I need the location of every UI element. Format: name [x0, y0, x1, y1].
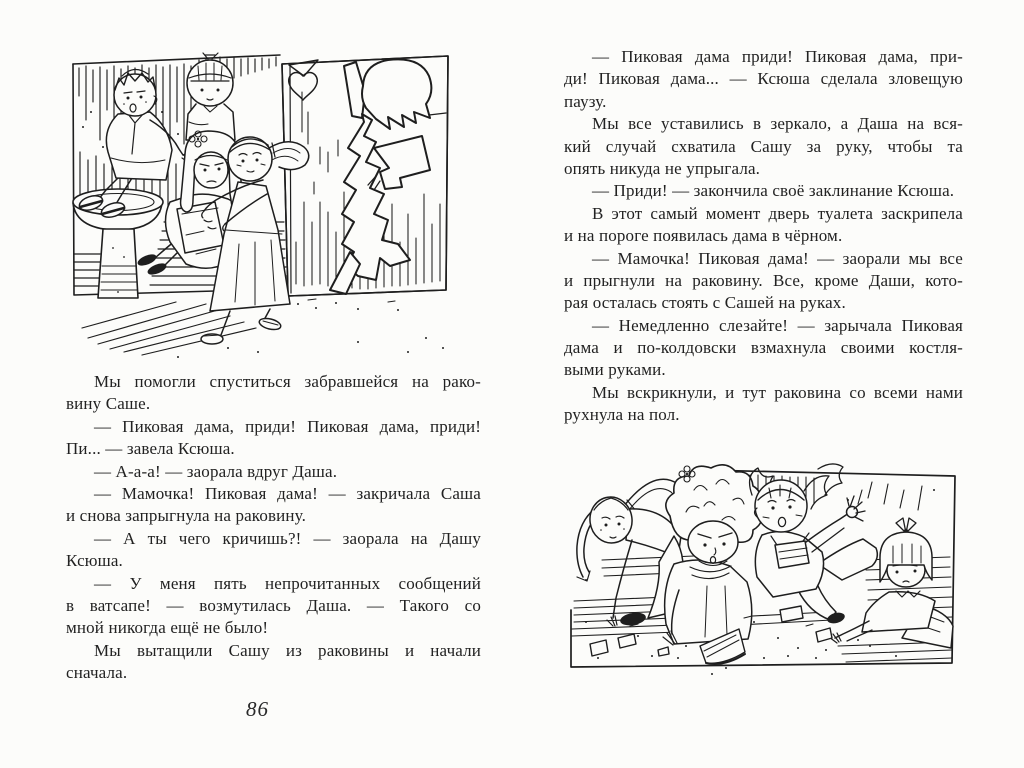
text-line: в ватсапе! — возмутилась Даша. — Такого со	[66, 595, 481, 615]
text-line: — Пиковая дама приди! Пиковая дама, при-	[592, 47, 963, 66]
text-line: Мы все уставились в зеркало, а Даша на вся-	[592, 114, 963, 134]
left-illustration	[58, 52, 458, 367]
left-page-text	[66, 371, 481, 684]
text-line: — Немедленно слезайте! — зарычала Пиковая	[592, 315, 963, 335]
text-line: Ксюша.	[66, 551, 123, 571]
text-line: паузу.	[564, 91, 607, 111]
text-line: и прыгнули на раковину. Все, кроме Даши, кото-	[564, 270, 963, 290]
text-line: — Приди! — закончила своё заклинание Ксюша.	[592, 181, 955, 201]
boy-fallen	[750, 464, 878, 625]
right-page	[512, 0, 1024, 768]
text-line: — А-а-а! — заорала вдруг Даша.	[94, 461, 338, 481]
text-line: выми руками.	[564, 360, 666, 380]
text-line: Мы вскрикнули, и тут раковина со всеми нами	[592, 382, 963, 402]
right-page-text	[564, 46, 963, 427]
text-line: мной никогда ещё не было!	[66, 618, 269, 638]
text-line: Пи... — завела Ксюша.	[66, 439, 235, 459]
text-line: В этот самый момент дверь туалета заскрипела	[592, 203, 963, 223]
page-number: 86	[246, 697, 269, 721]
girl-bob-behind	[186, 53, 235, 140]
text-line: Мы вытащили Сашу из раковины и начали	[94, 640, 481, 660]
girl-bob-lying	[829, 518, 953, 648]
text-line: — А ты чего кричишь?! — заорала на Дашу	[94, 528, 481, 548]
text-line: дама и по-колдовски взмахнула своими костля-	[564, 338, 963, 358]
text-line: — Мамочка! Пиковая дама! — заорали мы все	[592, 248, 963, 268]
text-line: рухнула на пол.	[564, 405, 680, 425]
text-line: кий случай схватила Сашу за руку, чтобы та	[564, 136, 963, 156]
text-line: рая осталась стоять с Сашей на руках.	[564, 293, 846, 313]
text-line: опять никуда не упрыгала.	[564, 158, 761, 178]
text-line: Мы помогли спуститься забравшейся на рако-	[94, 372, 481, 391]
door	[282, 56, 448, 296]
text-line: — У меня пять непрочитанных сообщений	[94, 573, 481, 593]
text-line: и снова запрыгнула на раковину.	[66, 506, 307, 526]
text-line: — Пиковая дама, приди! Пиковая дама, приди!	[94, 416, 481, 436]
right-illustration	[566, 460, 962, 684]
text-line: вину Саше.	[66, 394, 151, 414]
text-line: сначала.	[66, 663, 128, 683]
text-line: — Мамочка! Пиковая дама! — закричала Саша	[94, 483, 481, 503]
text-line: ди! Пиковая дама... — Ксюша сделала зловещую	[564, 69, 963, 89]
text-line: и на пороге появилась дама в чёрном.	[564, 226, 843, 246]
